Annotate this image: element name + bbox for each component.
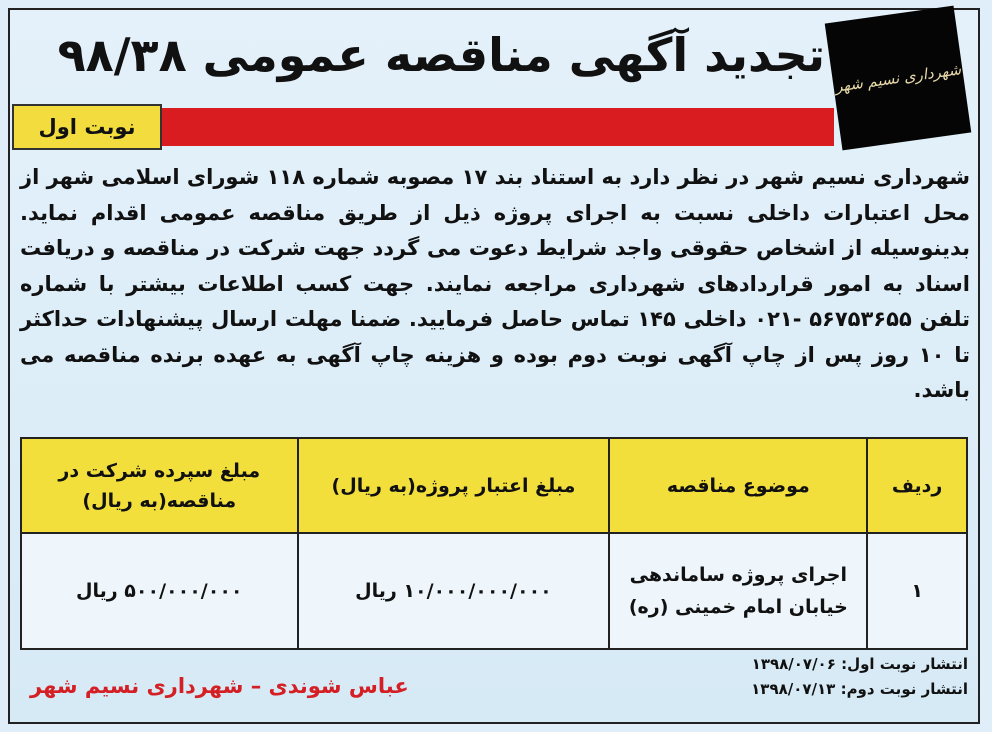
cell-subject: اجرای پروژه ساماندهی خیابان امام خمینی (ره) bbox=[609, 533, 867, 649]
pub-first-date: انتشار نوبت اول: ۱۳۹۸/۰۷/۰۶ bbox=[751, 655, 968, 673]
municipality-logo bbox=[825, 6, 972, 151]
header-subject: موضوع مناقصه bbox=[609, 438, 867, 533]
pub-second-date: انتشار نوبت دوم: ۱۳۹۸/۰۷/۱۳ bbox=[751, 680, 968, 698]
tender-table bbox=[20, 437, 968, 650]
logo-text: شهرداری نسیم شهر bbox=[833, 60, 963, 96]
header-row-number: ردیف bbox=[867, 438, 967, 533]
table-row bbox=[21, 533, 967, 649]
header-credit: مبلغ اعتبار پروژه(به ریال) bbox=[298, 438, 610, 533]
cell-row-number: ۱ bbox=[867, 533, 967, 649]
publication-dates bbox=[668, 652, 968, 702]
cell-credit: ۱۰/۰۰۰/۰۰۰/۰۰۰ ریال bbox=[298, 533, 610, 649]
table-header-row bbox=[21, 438, 967, 533]
cell-deposit: ۵۰۰/۰۰۰/۰۰۰ ریال bbox=[21, 533, 298, 649]
announcement-body: شهرداری نسیم شهر در نظر دارد به استناد بند ۱۷ مصوبه شماره ۱۱۸ شورای اسلامی شهر از محل اعتبارات داخلی نسبت به اجرای پروژه ذیل از طریق مناقصه عمومی اقدام نماید. بدینوسیله از اشخاص حقوقی واجد شرایط دعوت می گردد جهت شرکت در مناقصه و دریافت اسناد به امور قراردادهای شهرداری مراجعه نمایند. جهت کسب اطلاعات بیشتر با شماره تلفن ۵۶۷۵۳۶۵۵ -۰۲۱ داخلی ۱۴۵ تماس حاصل فرمایید. ضمنا مهلت ارسال پیشنهادات حداکثر تا ۱۰ روز پس از چاپ آگهی نوبت دوم بوده و هزینه چاپ آگهی به عهده برنده مناقصه می باشد. bbox=[20, 165, 971, 402]
announcement-title: تجدید آگهی مناقصه عمومی ۹۸/۳۸ bbox=[57, 28, 825, 82]
turn-badge bbox=[12, 104, 162, 150]
turn-badge-label: نوبت اول bbox=[38, 115, 136, 139]
header-deposit: مبلغ سپرده شرکت در مناقصه(به ریال) bbox=[21, 438, 298, 533]
signature: عباس شوندی – شهرداری نسیم شهر bbox=[30, 674, 409, 698]
